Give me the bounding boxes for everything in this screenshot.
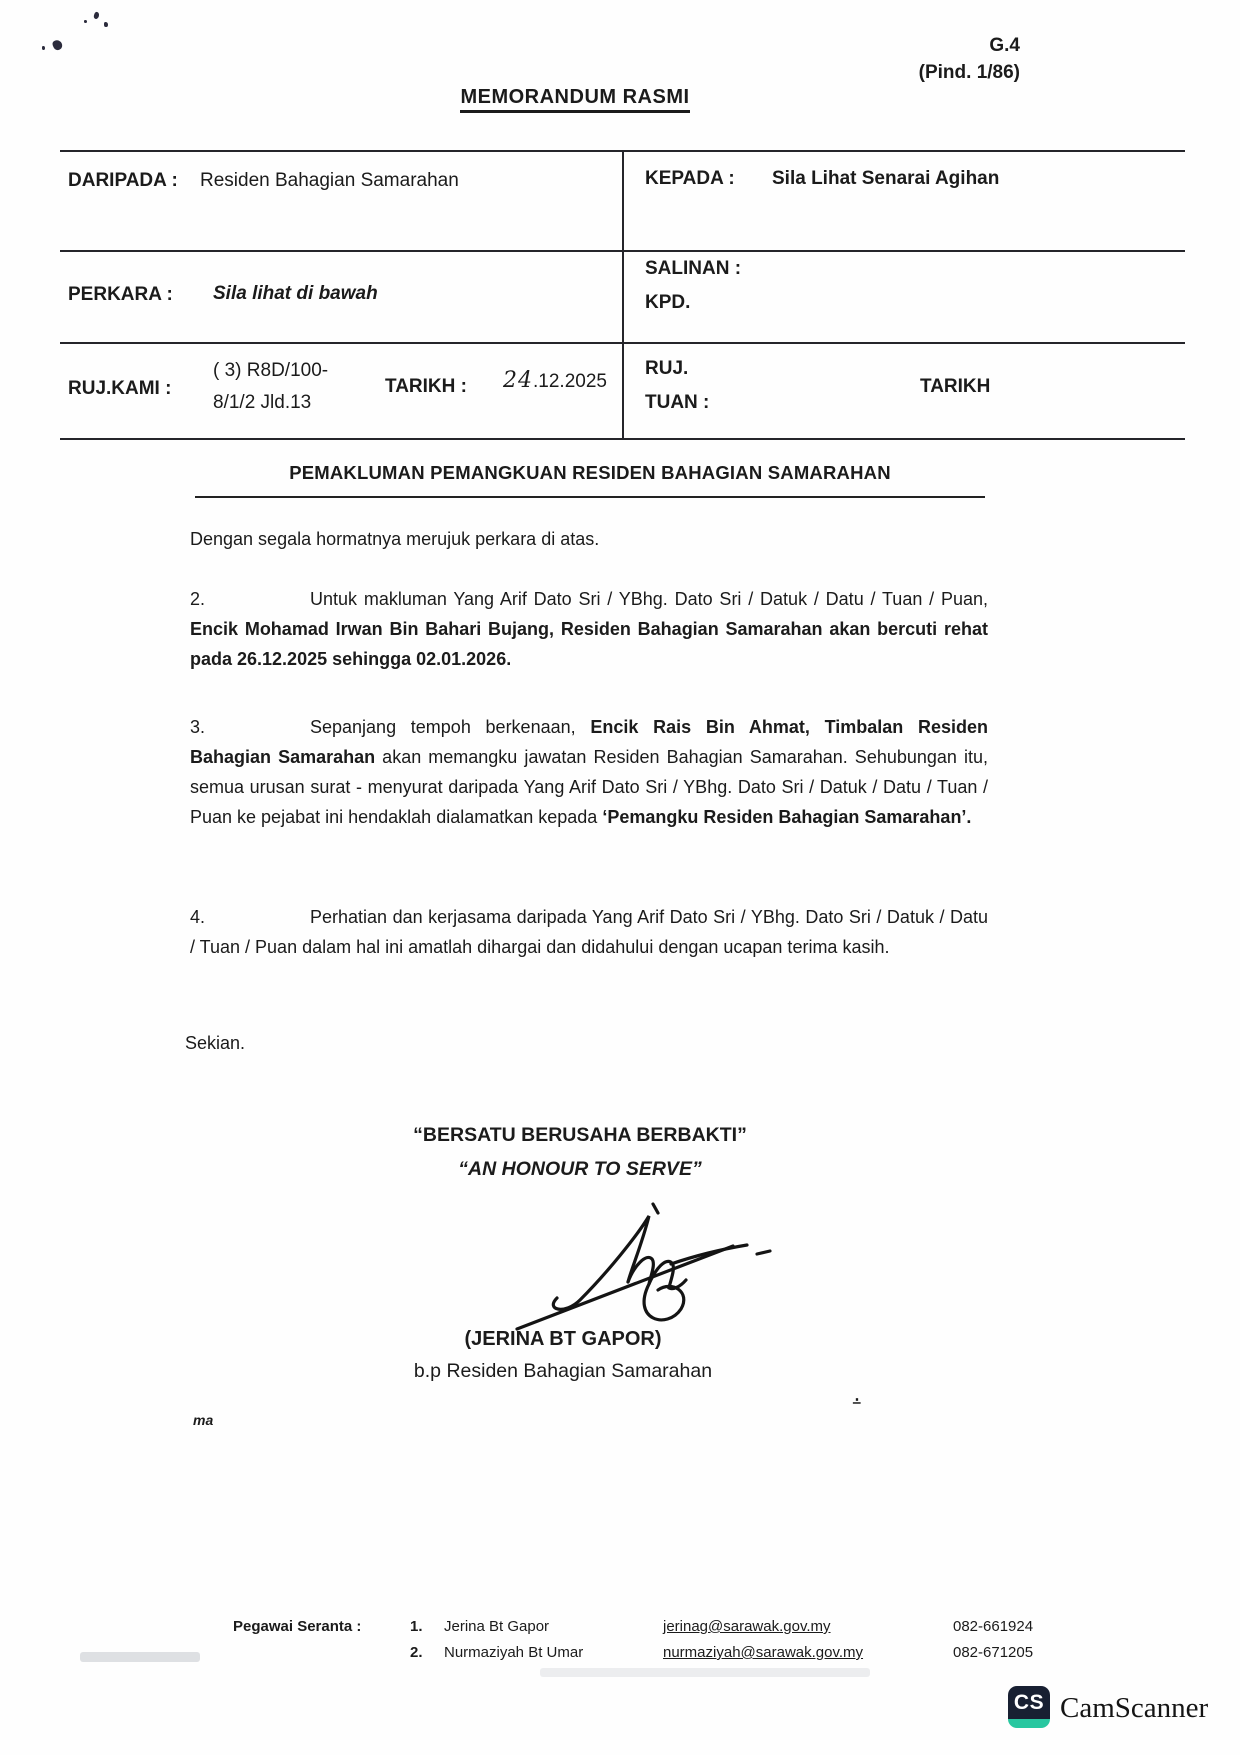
- contact-name: Jerina Bt Gapor: [444, 1618, 550, 1635]
- tarikh-typed-part: .12.2025: [533, 371, 607, 392]
- tarikh-right-label: TARIKH: [920, 376, 991, 397]
- page-title: MEMORANDUM RASMI: [380, 86, 770, 109]
- handwritten-signature: [495, 1198, 785, 1338]
- scan-smudge: [80, 1652, 200, 1662]
- paragraph-4-number: 4.: [190, 907, 206, 927]
- paragraph-4-text: Perhatian dan kerjasama daripada Yang Arif Dato Sri / YBhg. Dato Sri / Datuk / Datu / Tuan / Puan dalam hal ini amatlah dihargai dan didahului dengan ucapan terima kasih.: [190, 907, 988, 957]
- footer-label: Pegawai Seranta :: [233, 1618, 362, 1635]
- ruj-kami-ref-line2: 8/1/2 Jld.13: [213, 392, 312, 413]
- motto-line-2: “AN HONOUR TO SERVE”: [458, 1158, 702, 1180]
- ink-speck: [42, 46, 45, 50]
- tarikh-handwritten-day: 24: [503, 368, 533, 393]
- ink-speck: [104, 22, 108, 27]
- stray-pen-mark: ⁻̇: [852, 1396, 862, 1416]
- contact-number: 1.: [410, 1618, 423, 1635]
- daripada-label: DARIPADA :: [68, 170, 178, 191]
- camscanner-badge-text: CS: [1008, 1686, 1050, 1719]
- ruj-tuan-line2: TUAN :: [645, 392, 710, 413]
- paragraph-3-text: Sepanjang tempoh berkenaan,: [310, 717, 591, 737]
- contact-row: [0, 1614, 1240, 1640]
- motto-line-1: “BERSATU BERUSAHA BERBAKTI”: [413, 1124, 747, 1146]
- paragraph-2-text: Untuk makluman Yang Arif Dato Sri / YBhg. Dato Sri / Datuk / Datu / Tuan / Puan,: [310, 589, 988, 609]
- perkara-value: Sila lihat di bawah: [213, 283, 378, 304]
- form-revision: (Pind. 1/86): [918, 62, 1020, 83]
- opening-line: Dengan segala hormatnya merujuk perkara di atas.: [190, 529, 600, 549]
- typist-initials: ma: [193, 1412, 214, 1428]
- contact-email: jerinag@sarawak.gov.my: [663, 1618, 831, 1635]
- contact-phone: 082-671205: [953, 1644, 1034, 1661]
- paragraph-3-number: 3.: [190, 717, 206, 737]
- salinan-label: SALINAN :: [645, 258, 742, 279]
- paragraph-2: [190, 584, 988, 674]
- daripada-value: Residen Bahagian Samarahan: [200, 170, 459, 191]
- signatory-on-behalf: b.p Residen Bahagian Samarahan: [413, 1360, 713, 1382]
- paragraph-4: [190, 902, 988, 962]
- signatory-name: (JERINA BT GAPOR): [464, 1328, 662, 1350]
- ink-speck: [84, 20, 87, 23]
- contact-phone: 082-661924: [953, 1618, 1034, 1635]
- kepada-value: Sila Lihat Senarai Agihan: [772, 168, 1000, 189]
- camscanner-badge-accent: [1008, 1719, 1050, 1728]
- contact-name: Nurmaziyah Bt Umar: [444, 1644, 584, 1661]
- form-code: G.4: [989, 35, 1020, 56]
- tarikh-value: [503, 368, 607, 393]
- table-divider: [622, 150, 624, 440]
- camscanner-wordmark: CamScanner: [1060, 1692, 1209, 1724]
- ruj-tuan-line1: RUJ.: [645, 358, 689, 379]
- paragraph-3-bold-title: ‘Pemangku Residen Bahagian Samarahan’.: [602, 807, 972, 827]
- paragraph-2-bold: Encik Mohamad Irwan Bin Bahari Bujang, Residen Bahagian Samarahan akan bercuti rehat pada 26.12.2025 sehingga 02.01.2026.: [190, 619, 988, 669]
- kepada-label: KEPADA :: [645, 168, 735, 189]
- camscanner-logo-icon: [1008, 1686, 1050, 1728]
- contact-email: nurmaziyah@sarawak.gov.my: [663, 1644, 864, 1661]
- ink-speck: [51, 39, 63, 52]
- contact-number: 2.: [410, 1644, 423, 1661]
- subject-heading: PEMAKLUMAN PEMANGKUAN RESIDEN BAHAGIAN SAMARAHAN: [195, 462, 985, 498]
- closing-line: Sekian.: [185, 1033, 246, 1053]
- paragraph-3-bold-name: Encik Rais Bin Ahmat, Timbalan Residen Bahagian Samarahan: [190, 717, 989, 767]
- paragraph-2-number: 2.: [190, 589, 206, 609]
- ruj-kami-label: RUJ.KAMI :: [68, 378, 172, 399]
- motto-block: [300, 1118, 860, 1186]
- scan-smudge: [540, 1668, 870, 1677]
- tarikh-label: TARIKH :: [385, 376, 467, 397]
- form-reference: [870, 32, 1020, 86]
- paragraph-3: [190, 712, 988, 832]
- paragraph-3-text-mid: akan memangku jawatan Residen Bahagian Samarahan. Sehubungan itu, semua urusan surat - menyurat daripada Yang Arif Dato Sri / YBhg. Dato Sri / Datuk / Datu / Tuan / Puan ke pejabat ini hendaklah dialamatkan kepada: [190, 747, 988, 827]
- signatory-block: [378, 1328, 748, 1383]
- salinan-kpd: KPD.: [645, 292, 691, 313]
- perkara-label: PERKARA :: [68, 284, 173, 305]
- ink-speck: [93, 11, 100, 19]
- ruj-kami-ref-line1: ( 3) R8D/100-: [213, 360, 329, 381]
